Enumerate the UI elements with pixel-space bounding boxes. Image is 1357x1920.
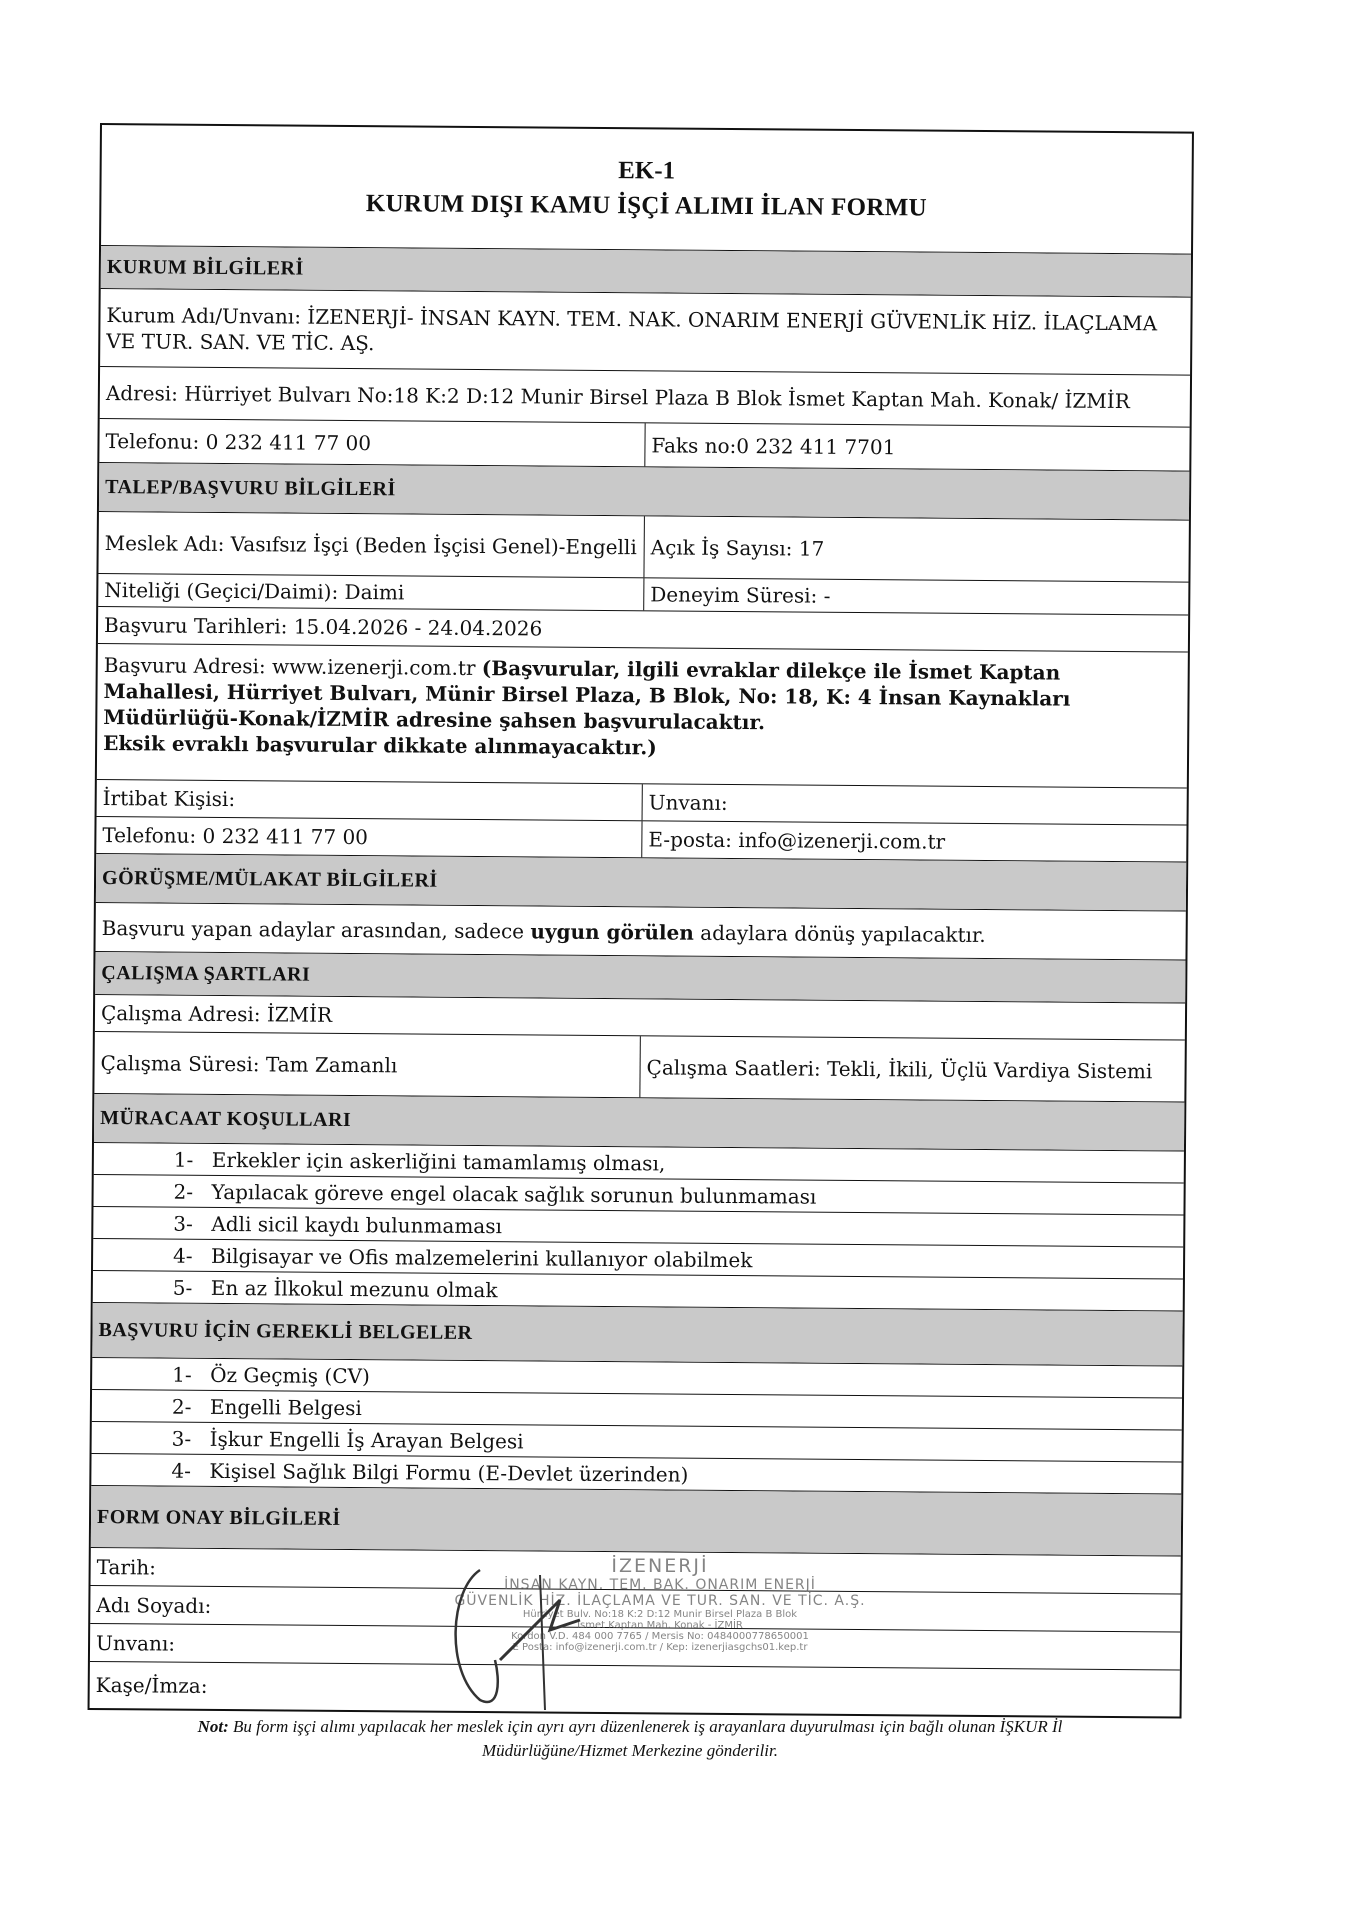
form-title: KURUM DIŞI KAMU İŞÇİ ALIMI İLAN FORMU xyxy=(365,190,928,222)
acik-is-sayisi: Açık İş Sayısı: 17 xyxy=(643,516,1188,581)
section-onay-heading: FORM ONAY BİLGİLERİ xyxy=(91,1486,1181,1556)
meslek-adi: Meslek Adı: Vasıfsız İşçi (Beden İşçisi Genel)-Engelli xyxy=(104,530,637,559)
section-muracaat-heading: MÜRACAAT KOŞULLARI xyxy=(94,1094,1184,1151)
stamp-line: Kordon V.D. 484 000 7765 / Mersis No: 0484000778650001 xyxy=(511,1631,809,1642)
form-title-row xyxy=(101,125,1192,255)
gorusme-text-c: adaylara dönüş yapılacaktır. xyxy=(693,920,986,947)
item-text: İşkur Engelli İş Arayan Belgesi xyxy=(209,1426,524,1453)
basvuru-tarihleri: Başvuru Tarihleri: 15.04.2026 - 24.04.2026 xyxy=(103,613,543,641)
stamp-line: GÜVENLİK HİZ. İLAÇLAMA VE TUR. SAN. VE TİC. A.Ş. xyxy=(454,1593,866,1609)
item-number: 2- xyxy=(173,1179,194,1204)
calisma-saatleri: Çalışma Saatleri: Tekli, İkili, Üçlü Vardiya Sistemi xyxy=(639,1036,1184,1101)
calisma-suresi: Çalışma Süresi: Tam Zamanlı xyxy=(100,1050,398,1077)
onay-kase-imza: Kaşe/İmza: xyxy=(95,1673,208,1698)
item-number: 4- xyxy=(173,1243,193,1268)
item-text: Öz Geçmiş (CV) xyxy=(210,1362,370,1388)
irtibat-telefon: Telefonu: 0 232 411 77 00 xyxy=(102,823,369,850)
stamp-line: E Posta: info@izenerji.com.tr / Kep: izenerjiasgchs01.kep.tr xyxy=(512,1642,808,1653)
note-text: Bu form işçi alımı yapılacak her meslek için ayrı ayrı düzenlenerek iş arayanlara duyurulması için bağlı olunan İŞKUR İl Müdürlüğüne/Hizmet Merkezine gönderilir. xyxy=(228,1717,1063,1760)
item-text: Erkekler için askerliğini tamamlamış olması, xyxy=(211,1147,666,1175)
onay-tarih: Tarih: xyxy=(96,1554,157,1579)
gorusme-text-a: Başvuru yapan adaylar arasından, sadece xyxy=(101,916,531,944)
item-number: 3- xyxy=(171,1426,192,1451)
section-belgeler-heading: BAŞVURU İÇİN GEREKLİ BELGELER xyxy=(92,1303,1182,1366)
form-code: EK-1 xyxy=(618,157,676,185)
item-text: Engelli Belgesi xyxy=(209,1394,362,1420)
kurum-fax: Faks no:0 232 411 7701 xyxy=(644,423,1189,470)
section-kurum-heading: KURUM BİLGİLERİ xyxy=(101,246,1191,297)
irtibat-unvani: Unvanı: xyxy=(642,784,1187,824)
item-text: Bilgisayar ve Ofis malzemelerini kullanıyor olabilmek xyxy=(211,1243,753,1272)
irtibat-kisisi: İrtibat Kişisi: xyxy=(102,786,236,812)
item-number: 3- xyxy=(173,1211,193,1236)
stamp-line: Hürriyet Bulv. No:18 K:2 D:12 Munir Birsel Plaza B Blok xyxy=(522,1609,798,1620)
gorusme-text-b: uygun görülen xyxy=(530,919,694,945)
eksik-evrak-note: Eksik evraklı başvurular dikkate alınmayacaktır.) xyxy=(103,731,657,760)
note-label: Not: xyxy=(197,1717,229,1736)
section-calisma-heading: ÇALIŞMA ŞARTLARI xyxy=(95,952,1185,1003)
item-number: 1- xyxy=(172,1362,192,1387)
item-text: Kişisel Sağlık Bilgi Formu (E-Devlet üzerinden) xyxy=(209,1458,689,1487)
item-text: Adli sicil kaydı bulunmaması xyxy=(211,1211,503,1238)
item-text: En az İlkokul mezunu olmak xyxy=(210,1275,498,1302)
basvuru-adresi-instructions: (Başvurular, ilgili evraklar dilekçe ile İsmet Kaptan Mahallesi, Hürriyet Bulvarı, Münir Birsel Plaza, B Blok, No: 18, K: 4 İnsan Kaynakları Müdürlüğü-Konak/İZMİR adresine şahsen başvurulacaktır. xyxy=(103,656,1071,735)
item-number: 2- xyxy=(171,1394,192,1419)
item-text: Yapılacak göreve engel olacak sağlık sorunun bulunmaması xyxy=(211,1179,817,1209)
kurum-phone: Telefonu: 0 232 411 77 00 xyxy=(105,428,372,455)
footer-note xyxy=(130,1715,1130,1763)
stamp-line: İZENERJİ xyxy=(611,1555,709,1577)
job-posting-form xyxy=(88,123,1194,1719)
kurum-name: Kurum Adı/Unvanı: İZENERJİ- İNSAN KAYN. TEM. NAK. ONARIM ENERJİ GÜVENLİK HİZ. İLAÇLAMA VE TUR. SAN. VE TİC. AŞ. xyxy=(106,302,1158,355)
item-number: 5- xyxy=(172,1275,193,1300)
kurum-address: Adresi: Hürriyet Bulvarı No:18 K:2 D:12 Munir Birsel Plaza B Blok İsmet Kaptan Mah. Konak/ İZMİR xyxy=(105,380,1130,413)
stamp-line: İNSAN KAYN. TEM. BAK. ONARIM ENERJİ xyxy=(504,1577,816,1593)
item-number: 4- xyxy=(171,1458,192,1483)
deneyim-suresi: Deneyim Süresi: - xyxy=(643,578,1188,614)
basvuru-adresi-url: Başvuru Adresi: www.izenerji.com.tr xyxy=(103,653,482,681)
irtibat-eposta: E-posta: info@izenerji.com.tr xyxy=(641,821,1186,861)
niteligi: Niteliği (Geçici/Daimi): Daimi xyxy=(104,578,405,605)
onay-unvani: Unvanı: xyxy=(95,1630,176,1656)
basvuru-adresi xyxy=(97,644,1188,788)
signature xyxy=(440,1560,620,1710)
calisma-adresi: Çalışma Adresi: İZMİR xyxy=(100,1001,333,1027)
stamp-line: İsmet Kaptan Mah. Konak - İZMİR xyxy=(577,1620,743,1631)
section-talep-heading: TALEP/BAŞVURU BİLGİLERİ xyxy=(99,463,1189,520)
gorusme-text xyxy=(95,903,1185,960)
section-gorusme-heading: GÖRÜŞME/MÜLAKAT BİLGİLERİ xyxy=(96,854,1186,911)
item-number: 1- xyxy=(173,1147,194,1172)
onay-adi-soyadi: Adı Soyadı: xyxy=(96,1592,212,1618)
